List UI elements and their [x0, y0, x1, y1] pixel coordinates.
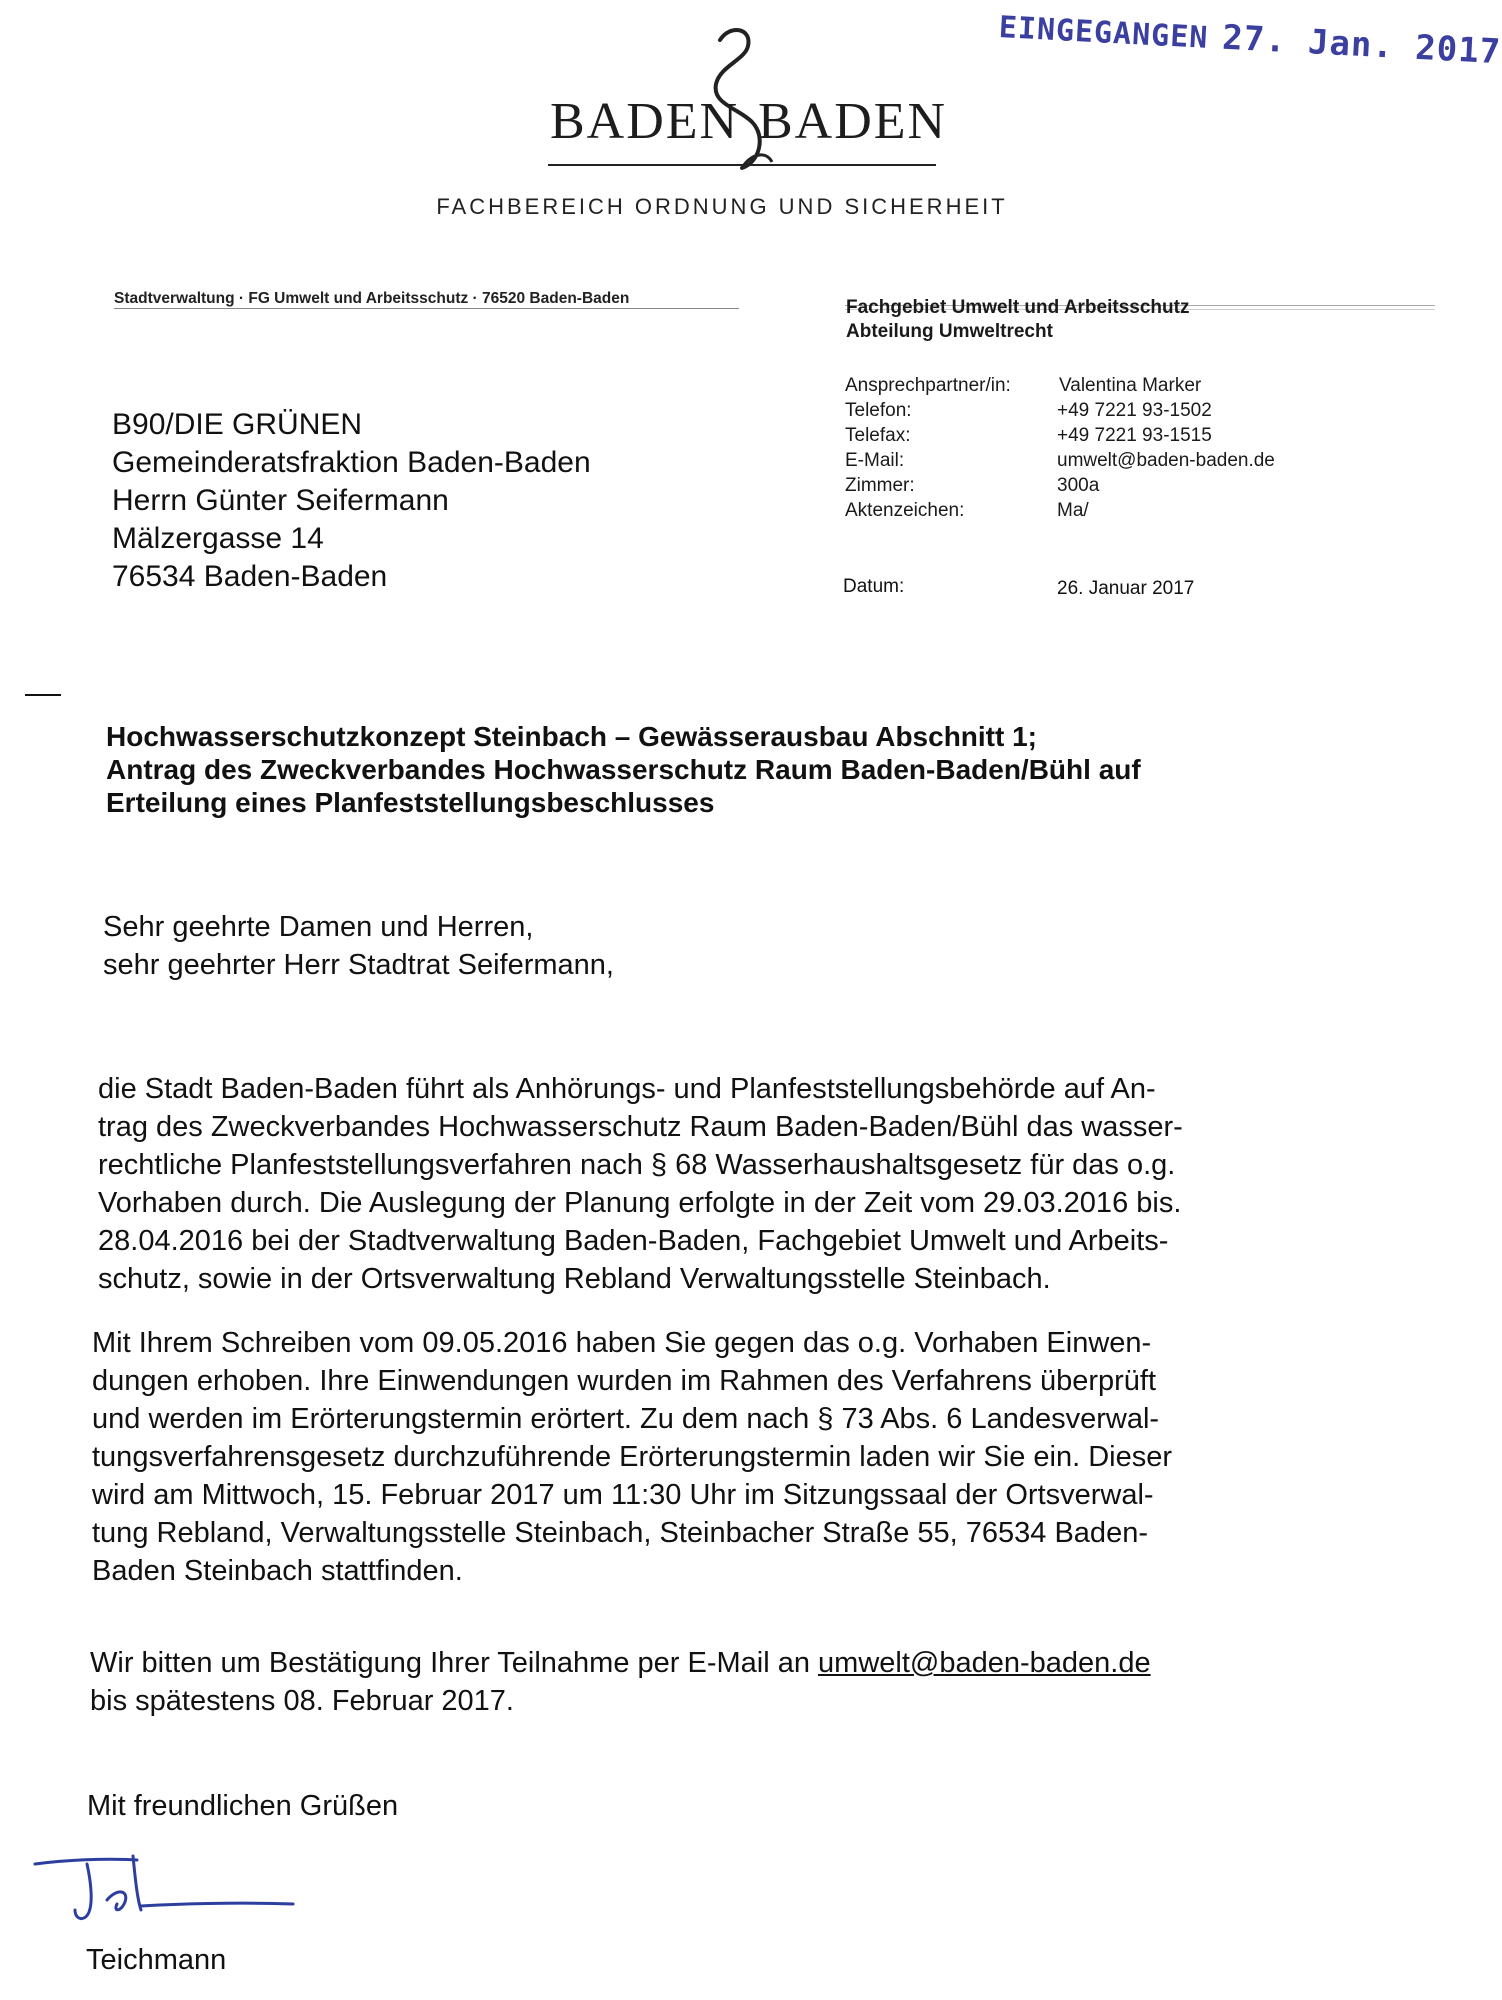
body-line: und werden im Erörterungstermin erörtert. Zu dem nach § 73 Abs. 6 Landesverwal-	[92, 1403, 1160, 1435]
confirmation-text: Wir bitten um Bestätigung Ihrer Teilnahme per E-Mail an	[90, 1647, 819, 1679]
received-stamp	[998, 6, 1502, 72]
department-name: Fachgebiet Umwelt und Arbeitsschutz	[846, 297, 1190, 318]
body-line	[90, 1644, 1330, 1682]
signer-name: Teichmann	[86, 1944, 227, 1976]
body-paragraph	[90, 1644, 1330, 1720]
body-line: rechtliche Planfeststellungsverfahren nach § 68 Wasserhaushaltsgesetz für das o.g.	[98, 1149, 1176, 1181]
department-division: Abteilung Umweltrecht	[846, 321, 1053, 342]
logo-word-right: BADEN	[758, 93, 948, 150]
body-line: Baden Steinbach stattfinden.	[92, 1555, 463, 1587]
body-line: Vorhaben durch. Die Auslegung der Planung erfolgte in der Zeit vom 29.03.2016 bis.	[98, 1187, 1182, 1219]
recipient-line: Gemeinderatsfraktion Baden-Baden	[112, 446, 591, 479]
sender-line: Stadtverwaltung · FG Umwelt und Arbeitsschutz · 76520 Baden-Baden	[114, 290, 630, 307]
contact-value: Valentina Marker	[1059, 375, 1202, 396]
contact-value: Ma/	[1057, 500, 1089, 521]
email-link[interactable]: umwelt@baden-baden.de	[818, 1647, 1151, 1679]
fold-mark	[25, 694, 61, 696]
closing-phrase: Mit freundlichen Grüßen	[87, 1790, 399, 1822]
body-line: tung Rebland, Verwaltungsstelle Steinbach, Steinbacher Straße 55, 76534 Baden-	[92, 1517, 1148, 1549]
department-header: FACHBEREICH ORDNUNG UND SICHERHEIT	[436, 194, 1008, 219]
subject-text: Antrag des Zweckverbandes Hochwasserschutz Raum Baden-Baden/Bühl auf	[106, 754, 1141, 785]
stamp-text: EINGEGANGEN	[997, 9, 1210, 56]
recipient-line: 76534 Baden-Baden	[112, 560, 388, 593]
logo-word-left: BADEN	[550, 93, 740, 150]
handwritten-signature	[25, 1850, 325, 1940]
contact-label: Ansprechpartner/in:	[845, 375, 1011, 396]
contact-value: +49 7221 93-1515	[1057, 425, 1212, 446]
contact-label: Telefax:	[845, 425, 911, 446]
body-line: die Stadt Baden-Baden führt als Anhörungs- und Planfeststellungsbehörde auf An-	[98, 1073, 1156, 1105]
logo-divider	[548, 164, 936, 166]
city-logo	[540, 22, 948, 192]
contact-label: Aktenzeichen:	[845, 500, 965, 521]
body-line: 28.04.2016 bei der Stadtverwaltung Baden-Baden, Fachgebiet Umwelt und Arbeits-	[98, 1225, 1169, 1257]
body-line: tungsverfahrensgesetz durchzuführende Erörterungstermin laden wir Sie ein. Dieser	[92, 1441, 1173, 1473]
subject-line	[106, 720, 1336, 819]
recipient-line: Herrn Günter Seifermann	[112, 484, 449, 517]
body-line: wird am Mittwoch, 15. Februar 2017 um 11:30 Uhr im Sitzungssaal der Ortsverwal-	[92, 1479, 1154, 1511]
contact-value: +49 7221 93-1502	[1057, 400, 1212, 421]
department-block	[846, 296, 1189, 344]
stamp-date: 27. Jan. 2017	[1221, 17, 1502, 73]
recipient-address	[112, 406, 591, 596]
contact-value: 300a	[1057, 475, 1100, 496]
body-line: Mit Ihrem Schreiben vom 09.05.2016 haben Sie gegen das o.g. Vorhaben Einwen-	[92, 1327, 1152, 1359]
body-line: schutz, sowie in der Ortsverwaltung Rebland Verwaltungsstelle Steinbach.	[98, 1263, 1051, 1295]
body-line: dungen erhoben. Ihre Einwendungen wurden im Rahmen des Verfahrens überprüft	[92, 1365, 1157, 1397]
date-value: 26. Januar 2017	[1057, 578, 1195, 599]
body-paragraph	[98, 1070, 1338, 1298]
salutation	[103, 908, 614, 984]
body-paragraph	[92, 1324, 1332, 1590]
subject-text: Hochwasserschutzkonzept Steinbach – Gewässerausbau Abschnitt 1;	[106, 721, 1037, 752]
date-label: Datum:	[843, 576, 905, 597]
body-line: trag des Zweckverbandes Hochwasserschutz Raum Baden-Baden/Bühl das wasser-	[98, 1111, 1183, 1143]
contact-label: Zimmer:	[845, 475, 915, 496]
sender-divider	[114, 308, 739, 309]
salutation-line: sehr geehrter Herr Stadtrat Seifermann,	[103, 949, 614, 981]
contact-label: Telefon:	[845, 400, 912, 421]
contact-value: umwelt@baden-baden.de	[1057, 450, 1275, 471]
body-line: bis spätestens 08. Februar 2017.	[90, 1685, 514, 1717]
recipient-line: B90/DIE GRÜNEN	[112, 408, 363, 441]
subject-text: Erteilung eines Planfeststellungsbeschlusses	[106, 787, 715, 818]
salutation-line: Sehr geehrte Damen und Herren,	[103, 911, 534, 943]
contact-label: E-Mail:	[845, 450, 905, 471]
recipient-line: Mälzergasse 14	[112, 522, 324, 555]
